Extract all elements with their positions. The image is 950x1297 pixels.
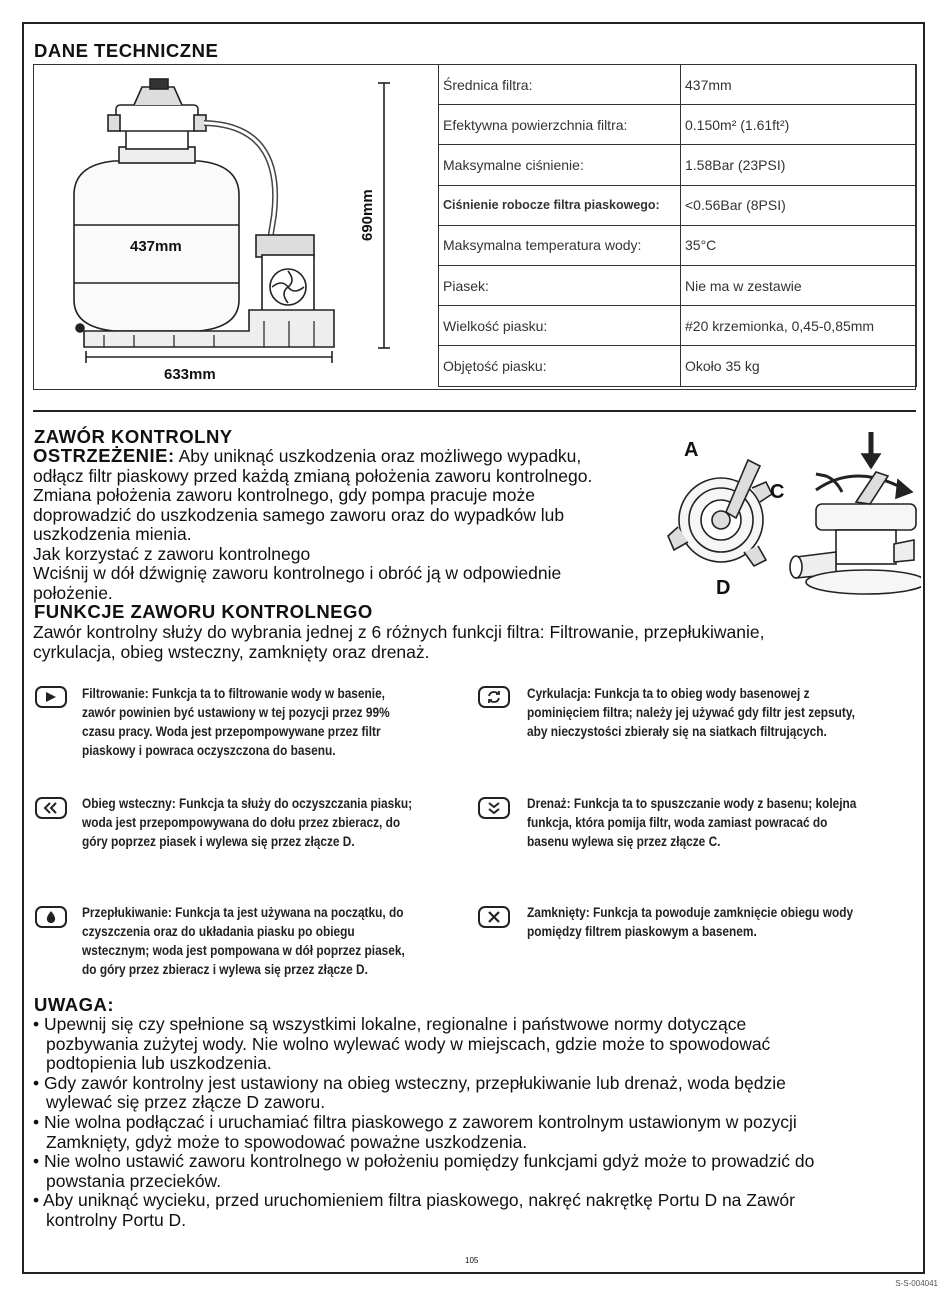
function-drenaz [527,794,856,851]
warning-label: OSTRZEŻENIE: [33,445,175,466]
note-line: wylewać się przez złącze D zaworu. [46,1092,326,1113]
spec-label: Piasek: [439,265,681,305]
note-line: podtopienia lub uszkodzenia. [46,1053,272,1074]
spec-row [439,225,917,265]
valve-warning-text [33,446,592,603]
function-line: do góry przez zbieracz i wylewa się przez złącze D. [82,962,368,977]
function-line: wstecznym; woda jest pompowana w dół poprzez piasek, [82,943,405,958]
spec-value: 437mm [681,65,917,105]
note-item [33,1074,814,1113]
note-line: • Gdy zawór kontrolny jest ustawiony na obieg wsteczny, przepłukiwanie lub drenaż, woda będzie [33,1072,786,1093]
play-icon [35,686,67,708]
spec-row [439,346,917,386]
function-line: Przepłukiwanie: Funkcja ta jest używana na początku, do [82,905,404,920]
function-line: pomiędzy filtrem piaskowym a basenem. [527,924,757,939]
spec-label: Ciśnienie robocze filtra piaskowego: [439,185,681,225]
circulation-icon [478,686,510,708]
valve-heading: ZAWÓR KONTROLNY [34,426,233,447]
spec-value: Nie ma w zestawie [681,265,917,305]
notes-heading: UWAGA: [34,994,115,1015]
warning-line: odłącz filtr piaskowy przed każdą zmianą położenia zaworu kontrolnego. [33,465,593,486]
close-x-icon [478,906,510,928]
note-line: • Nie wolno ustawić zaworu kontrolnego w położeniu pomiędzy funkcjami gdyż może to prowadzić do [33,1151,815,1172]
note-line: pozbywania zużytej wody. Nie wolno wylewać wody w miejscach, gdzie może to spowodować [46,1033,771,1054]
spec-value: Około 35 kg [681,346,917,386]
label-d: D [716,577,731,599]
function-line: Cyrkulacja: Funkcja ta to obieg wody basenowej z [527,686,810,701]
note-item [33,1113,814,1152]
double-chevron-left-icon [35,797,67,819]
function-line: Obieg wsteczny: Funkcja ta służy do oczyszczania piasku; [82,796,413,811]
spec-label: Objętość piasku: [439,346,681,386]
function-line: Drenaż: Funkcja ta to spuszczanie wody z basenu; kolejna [527,796,857,811]
function-line: czasu pracy. Woda jest przepompowywane przez filtr [82,724,381,739]
functions-intro [33,623,764,662]
spec-row [439,145,917,185]
note-line: powstania przecieków. [46,1170,222,1191]
function-line: pominięciem filtra; należy jej używać gdy filtr jest zepsuty, [527,705,855,720]
double-chevron-down-icon [478,797,510,819]
spec-row [439,306,917,346]
function-line: aby nieczystości zbierały się na siatkach filtrujących. [527,724,827,739]
spec-value: 1.58Bar (23PSI) [681,145,917,185]
water-drop-icon [35,906,67,928]
note-item [33,1015,814,1074]
note-line: kontrolny Portu D. [46,1209,187,1230]
tech-heading: DANE TECHNICZNE [34,40,219,61]
intro-line: Zawór kontrolny służy do wybrania jednej z 6 różnych funkcji filtra: Filtrowanie, przepłukiwanie, [33,622,765,642]
spec-label: Maksymalna temperatura wody: [439,225,681,265]
document-code: S-S-004041 [895,1279,938,1288]
howto-line: Wciśnij w dół dźwignię zaworu kontrolnego i obróć ją w odpowiednie [33,563,562,583]
function-line: Zamknięty: Funkcja ta powoduje zamknięcie obiegu wody [527,905,854,920]
function-line: funkcja, która pomija filtr, woda zamiast powracać do [527,815,828,830]
dim-base-label: 633mm [164,366,216,383]
note-line: • Aby uniknąć wycieku, przed uruchomieniem filtra piaskowego, nakręć nakrętkę Portu D na Zawór [33,1190,795,1211]
spec-row [439,265,917,305]
warning-first-line: Aby uniknąć uszkodzenia oraz możliwego wypadku, [174,446,582,466]
intro-line: cyrkulacja, obieg wsteczny, zamknięty oraz drenaż. [33,641,430,662]
function-obieg-wsteczny [82,794,412,851]
note-line: • Upewnij się czy spełnione są wszystkimi lokalne, regionalne i państwowe normy dotyczące [33,1014,747,1034]
howto-line: położenie. [33,582,113,603]
function-filtrowanie [82,684,390,760]
label-c: C [770,481,785,503]
dim-height-label: 690mm [359,189,376,241]
spec-value: #20 krzemionka, 0,45-0,85mm [681,306,917,346]
spec-box [33,64,916,390]
spec-value: 35°C [681,225,917,265]
sand-filter-drawing [34,65,438,389]
spec-row [439,105,917,145]
valve-diagram [666,432,921,602]
warning-line: uszkodzenia mienia. [33,524,192,544]
function-zamkniety [527,903,853,941]
function-line: czyszczenia oraz do układania piasku po obiegu [82,924,355,939]
spec-table [438,64,917,387]
spec-row [439,185,917,225]
function-line: Filtrowanie: Funkcja ta to filtrowanie wody w basenie, [82,686,385,701]
howto-heading: Jak korzystać z zaworu kontrolnego [33,543,311,564]
spec-label: Średnica filtra: [439,65,681,105]
section-divider [33,410,916,412]
notes-list [33,1015,814,1231]
function-line: zawór powinien być ustawiony w tej pozycji przez 99% [82,705,390,720]
note-item [33,1191,814,1230]
spec-label: Maksymalne ciśnienie: [439,145,681,185]
spec-row [439,65,917,105]
function-przeplukiwanie [82,903,405,979]
spec-value: <0.56Bar (8PSI) [681,185,917,225]
spec-label: Efektywna powierzchnia filtra: [439,105,681,145]
functions-heading: FUNKCJE ZAWORU KONTROLNEGO [34,601,373,622]
function-line: góry poprzez piasek i wylewa się przez złącze D. [82,834,355,849]
page-number: 105 [465,1256,479,1265]
function-line: woda jest przepompowywana do dołu przez zbieracz, do [82,815,401,830]
note-line: • Nie wolna podłączać i uruchamiać filtra piaskowego z zaworem kontrolnym ustawionym w pozycji [33,1111,797,1132]
function-line: basenu wylewa się przez złącze C. [527,834,721,849]
function-cyrkulacja [527,684,855,741]
note-line: Zamknięty, gdyż może to spowodować poważne uszkodzenia. [46,1131,528,1152]
spec-value: 0.150m² (1.61ft²) [681,105,917,145]
function-line: piaskowy i powraca oczyszczona do basenu. [82,743,336,758]
note-item [33,1152,814,1191]
dim-width-label: 437mm [130,238,182,255]
label-a: A [684,439,699,461]
spec-label: Wielkość piasku: [439,306,681,346]
warning-line: doprowadzić do uszkodzenia samego zaworu oraz do wypadków lub [33,504,565,525]
warning-line: Zmiana położenia zaworu kontrolnego, gdy pompa pracuje może [33,485,535,505]
